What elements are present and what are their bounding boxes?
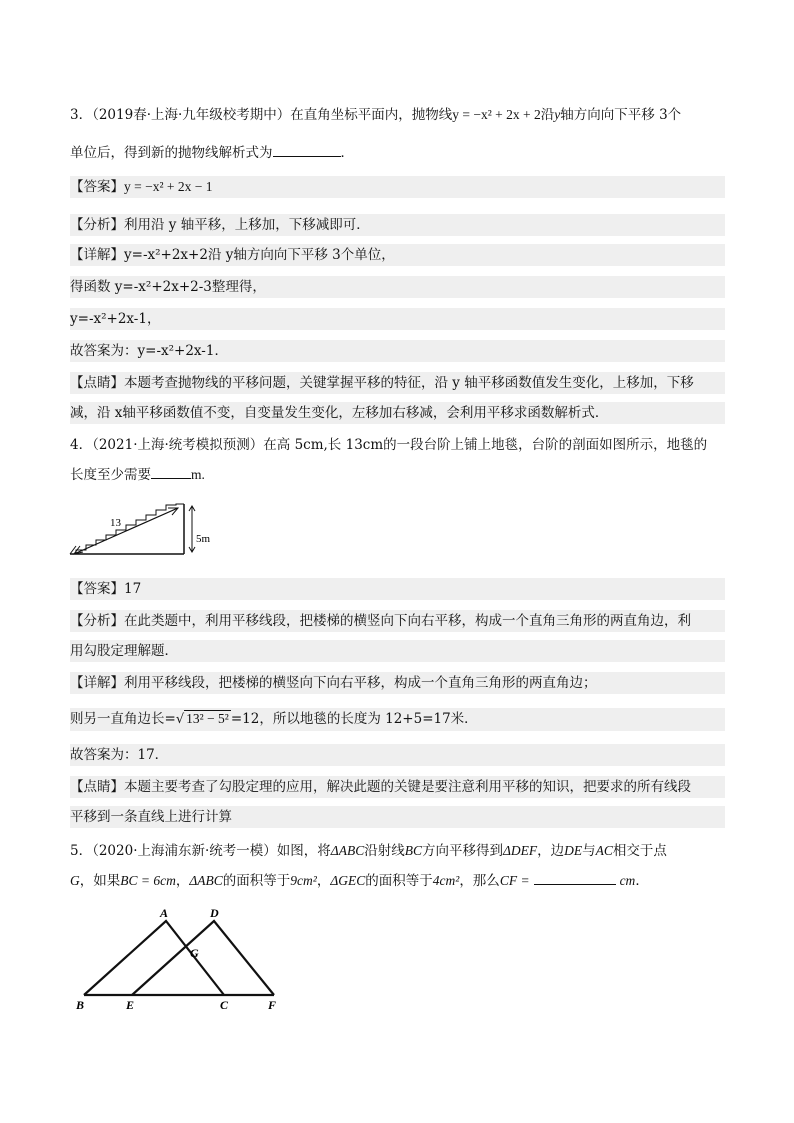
- label-g: G: [190, 946, 199, 960]
- q3-detail-4: [70, 340, 725, 362]
- sqrt-expression: 13² − 5²: [186, 711, 229, 726]
- q5-stem-text: 的面积等于: [365, 873, 433, 889]
- q3-comment-2: [70, 402, 725, 424]
- detail-text: y=-x²+2x+2沿 y轴方向向下平移 3个单位，: [124, 247, 395, 263]
- detail-text: 利用平移线段，把楼梯的横竖向下向右平移，构成一个直角三角形的两直角边；: [124, 675, 597, 691]
- bc-length: BC = 6cm: [120, 873, 176, 888]
- q3-stem-line2: [70, 142, 725, 164]
- answer-blank[interactable]: [151, 464, 191, 479]
- q4-detail-2: 则另一直角边长=√ 13² − 5² =12，所以地毯的长度为 12+5=17米．: [70, 708, 725, 731]
- answer-tag: 【答案】: [70, 581, 124, 597]
- answer-tag: 【答案】: [70, 179, 124, 195]
- analysis-text: 在此类题中，利用平移线段，把楼梯的横竖向下向右平移，构成一个直角三角形的两直角边，利: [124, 613, 691, 629]
- area-abc: 9cm²: [290, 873, 317, 888]
- label-f: F: [268, 998, 277, 1012]
- label-e: E: [126, 998, 135, 1012]
- q3-analysis: [70, 214, 725, 236]
- answer-value: y = −x² + 2x − 1: [124, 179, 213, 194]
- q4-answer: [70, 578, 725, 600]
- comment-tag: 【点睛】: [70, 779, 124, 795]
- label-13: 13: [110, 517, 121, 529]
- analysis-tag: 【分析】: [70, 217, 124, 233]
- answer-blank[interactable]: [534, 870, 616, 885]
- q3-detail-3: [70, 308, 725, 330]
- q5-stem-text: ，: [316, 873, 331, 889]
- q4-stem-line2: [70, 464, 725, 486]
- q4-comment-2: [70, 806, 725, 828]
- q5-stem-text: 沿射线: [364, 843, 405, 859]
- analysis-text: 利用沿 y 轴平移，上移加，下移减即可．: [124, 217, 370, 233]
- q3-comment-1: [70, 372, 725, 394]
- detail-text: 故答案为：17．: [70, 747, 169, 763]
- detail-text: 故答案为：y=-x²+2x-1．: [70, 343, 228, 359]
- analysis-text: 用勾股定理解题．: [70, 643, 178, 659]
- q4-analysis-1: [70, 610, 725, 632]
- q4-stem-text: 4．（2021·上海·统考模拟预测）在高 5cm,长 13cm的一段台阶上铺上地毯，台阶的剖面如图所示，地毯的: [70, 437, 708, 453]
- q4-comment-1: [70, 776, 725, 798]
- detail-tag: 【详解】: [70, 247, 124, 263]
- q5-stem-text: ，边: [537, 843, 565, 859]
- cf-expression: CF =: [499, 873, 530, 888]
- label-a: A: [160, 906, 169, 920]
- q5-stem-line2: [70, 870, 725, 892]
- detail-text: =12，所以地毯的长度为 12+5=17米．: [230, 711, 478, 727]
- q4-analysis-2: [70, 640, 725, 662]
- q3-stem-text: 单位后，得到新的抛物线解析式为: [70, 145, 273, 161]
- translated-triangles-figure: [70, 905, 290, 1015]
- detail-text: 得函数 y=-x²+2x+2-3整理得，: [70, 279, 266, 295]
- comment-text: 本题考查抛物线的平移问题，关键掌握平移的特征，沿 y 轴平移函数值发生变化，上移加，下移: [124, 375, 694, 391]
- detail-text: y=-x²+2x-1，: [70, 311, 161, 327]
- triangle-gec: ΔGEC: [330, 873, 366, 888]
- q4-detail-1: [70, 672, 725, 694]
- segment-ac: AC: [595, 843, 613, 858]
- q3-stem-line1: [70, 104, 725, 126]
- q5-stem-line1: [70, 840, 725, 862]
- q5-stem-text: 5．（2020·上海浦东新·统考一模）如图，将: [70, 843, 331, 859]
- detail-tag: 【详解】: [70, 675, 124, 691]
- label-d: D: [210, 906, 219, 920]
- q3-detail-1: [70, 244, 725, 266]
- comment-text: 减，沿 x轴平移函数值不变，自变量发生变化，左移加右移减，会利用平移求函数解析式．: [70, 405, 609, 421]
- q5-stem-text: ，: [175, 873, 190, 889]
- detail-text: 则另一直角边长=: [70, 711, 176, 727]
- comment-text: 本题主要考查了勾股定理的应用，解决此题的关键是要注意利用平移的知识，把要求的所有线段: [124, 779, 691, 795]
- q5-stem-text: ，如果: [79, 873, 121, 889]
- q3-axis: y: [554, 107, 561, 122]
- q5-stem-text: ，那么: [459, 873, 500, 889]
- q4-detail-3: [70, 744, 725, 766]
- staircase-figure: [66, 496, 216, 566]
- label-5m: 5m: [196, 533, 211, 545]
- segment-de: DE: [564, 843, 583, 858]
- q3-stem-text: ．: [340, 145, 354, 161]
- q3-stem-text: 沿: [540, 107, 555, 123]
- comment-tag: 【点睛】: [70, 375, 124, 391]
- answer-blank[interactable]: [273, 142, 341, 157]
- q5-stem-text: 相交于点: [612, 843, 667, 859]
- q3-formula: y = −x² + 2x + 2: [452, 107, 541, 122]
- q3-stem-text: 3．（2019春·上海·九年级校考期中）在直角坐标平面内，抛物线: [70, 107, 453, 123]
- triangle-def: ΔDEF: [502, 843, 538, 858]
- q5-stem-text: ．: [635, 873, 649, 889]
- point-g: G: [70, 873, 80, 888]
- analysis-tag: 【分析】: [70, 613, 124, 629]
- q3-answer: [70, 176, 725, 198]
- comment-text: 平移到一条直线上进行计算: [70, 809, 232, 825]
- q3-detail-2: [70, 276, 725, 298]
- answer-value: 17: [124, 581, 142, 597]
- area-gec: 4cm²: [432, 873, 460, 888]
- label-b: B: [76, 998, 85, 1012]
- q5-stem-text: 与: [582, 843, 596, 859]
- segment-bc: BC: [404, 843, 422, 858]
- q4-stem-text: m.: [191, 467, 205, 482]
- triangle-abc: ΔABC: [330, 843, 365, 858]
- unit-cm: cm: [619, 873, 636, 888]
- label-c: C: [220, 998, 229, 1012]
- q3-stem-text: 轴方向向下平移 3个: [560, 107, 682, 123]
- q4-stem-line1: [70, 434, 725, 456]
- q5-stem-text: 的面积等于: [222, 873, 291, 889]
- q4-stem-text: 长度至少需要: [70, 467, 151, 483]
- triangle-abc: ΔABC: [189, 873, 223, 888]
- q5-stem-text: 方向平移得到: [421, 843, 503, 859]
